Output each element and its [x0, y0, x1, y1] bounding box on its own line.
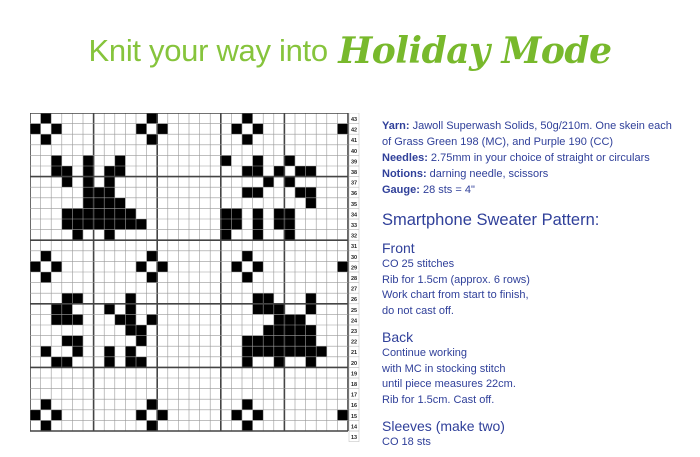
chart-stitch: [51, 124, 62, 135]
chart-stitch: [242, 357, 253, 368]
chart-stitch: [284, 208, 295, 219]
row-number: 29: [350, 265, 358, 272]
chart-stitch: [51, 357, 62, 368]
row-number: 43: [350, 116, 358, 123]
chart-stitch: [104, 346, 115, 357]
chart-grid: [30, 113, 362, 457]
chart-stitch: [337, 410, 348, 421]
chart-stitch: [231, 261, 242, 272]
chart-stitch: [316, 346, 327, 357]
chart-stitch: [284, 230, 295, 241]
chart-stitch: [253, 208, 264, 219]
chart-stitch: [284, 155, 295, 166]
back-heading: Back: [382, 329, 414, 345]
chart-stitch: [30, 410, 41, 421]
chart-stitch: [295, 187, 306, 198]
row-number: 30: [350, 254, 358, 261]
chart-stitch: [274, 219, 285, 230]
chart-stitch: [306, 166, 317, 177]
chart-stitch: [231, 410, 242, 421]
chart-stitch: [306, 187, 317, 198]
row-number: 36: [350, 191, 358, 198]
chart-stitch: [263, 304, 274, 315]
header-lead: Knit your way into: [88, 33, 328, 68]
chart-stitch: [104, 198, 115, 209]
chart-stitch: [104, 357, 115, 368]
row-number: 21: [350, 350, 358, 357]
chart-stitch: [115, 198, 126, 209]
chart-stitch: [147, 399, 158, 410]
chart-stitch: [253, 166, 264, 177]
sleeves-section: [382, 418, 682, 451]
chart-stitch: [41, 399, 52, 410]
row-number: 22: [350, 339, 358, 346]
chart-stitch: [83, 166, 94, 177]
chart-stitch: [115, 155, 126, 166]
chart-stitch: [136, 261, 147, 272]
chart-stitch: [104, 304, 115, 315]
chart-stitch: [104, 166, 115, 177]
yarn-text: Jawoll Superwash Solids, 50g/210m. One skein each of Grass Green 198 (MC), and Purple 190 (CC): [382, 120, 672, 148]
row-number: 20: [350, 360, 358, 367]
chart-stitch: [104, 230, 115, 241]
chart-stitch: [242, 346, 253, 357]
chart-stitch: [125, 293, 136, 304]
needles-label: Needles:: [382, 152, 428, 164]
chart-stitch: [284, 177, 295, 188]
chart-stitch: [62, 314, 73, 325]
chart-stitch: [253, 336, 264, 347]
chart-stitch: [295, 346, 306, 357]
header: [0, 30, 700, 72]
chart-stitch: [306, 198, 317, 209]
chart-stitch: [136, 124, 147, 135]
row-number: 41: [350, 138, 358, 145]
chart-stitch: [72, 219, 83, 230]
notions-line: [382, 166, 682, 182]
chart-stitch: [274, 208, 285, 219]
chart-stitch: [242, 272, 253, 283]
chart-stitch: [231, 124, 242, 135]
back-line: Rib for 1.5cm. Cast off.: [382, 393, 495, 406]
chart-stitch: [125, 208, 136, 219]
header-script-title: Holiday Mode: [338, 30, 612, 72]
chart-stitch: [242, 113, 253, 124]
back-section: [382, 329, 682, 408]
chart-stitch: [72, 230, 83, 241]
chart-stitch: [295, 336, 306, 347]
back-line: until piece measures 22cm.: [382, 378, 516, 390]
chart-stitch: [263, 325, 274, 336]
row-number: 35: [350, 201, 358, 208]
chart-stitch: [83, 219, 94, 230]
chart-stitch: [263, 336, 274, 347]
chart-stitch: [136, 336, 147, 347]
chart-stitch: [147, 251, 158, 262]
row-number: 13: [350, 434, 358, 441]
row-number: 34: [350, 212, 358, 219]
chart-stitch: [157, 261, 168, 272]
chart-stitch: [41, 346, 52, 357]
chart-stitch: [253, 346, 264, 357]
chart-stitch: [136, 410, 147, 421]
chart-stitch: [306, 304, 317, 315]
chart-stitch: [306, 357, 317, 368]
chart-stitch: [306, 336, 317, 347]
chart-stitch: [125, 346, 136, 357]
front-line: CO 25 stitches: [382, 258, 455, 270]
chart-stitch: [125, 314, 136, 325]
row-number: 23: [350, 328, 358, 335]
chart-stitch: [263, 177, 274, 188]
front-line: Work chart from start to finish,: [382, 289, 529, 301]
front-line: do not cast off.: [382, 304, 454, 317]
chart-stitch: [83, 187, 94, 198]
chart-stitch: [41, 272, 52, 283]
chart-stitch: [242, 166, 253, 177]
row-number: 40: [350, 148, 358, 155]
sleeves-heading: Sleeves (make two): [382, 418, 505, 434]
chart-stitch: [94, 208, 105, 219]
chart-stitch: [83, 155, 94, 166]
chart-stitch: [30, 124, 41, 135]
chart-stitch: [115, 166, 126, 177]
chart-stitch: [295, 325, 306, 336]
chart-stitch: [147, 420, 158, 431]
chart-stitch: [221, 230, 232, 241]
row-number: 18: [350, 381, 358, 388]
chart-stitch: [242, 420, 253, 431]
chart-stitch: [221, 155, 232, 166]
row-number: 16: [350, 403, 358, 410]
yarn-line: [382, 118, 682, 150]
chart-stitch: [72, 336, 83, 347]
chart-stitch: [274, 357, 285, 368]
chart-stitch: [62, 293, 73, 304]
chart-stitch: [104, 208, 115, 219]
chart-stitch: [242, 251, 253, 262]
gauge-text: 28 sts = 4": [419, 184, 475, 196]
chart-stitch: [253, 155, 264, 166]
chart-stitch: [284, 219, 295, 230]
chart-stitch: [253, 293, 264, 304]
chart-stitch: [41, 113, 52, 124]
chart-stitch: [125, 357, 136, 368]
chart-stitch: [41, 134, 52, 145]
chart-stitch: [253, 261, 264, 272]
chart-stitch: [115, 314, 126, 325]
notions-text: darning needle, scissors: [426, 168, 549, 180]
chart-stitch: [62, 219, 73, 230]
chart-stitch: [51, 304, 62, 315]
chart-stitch: [51, 261, 62, 272]
sleeves-line: CO 18 sts: [382, 436, 431, 448]
chart-stitch: [284, 314, 295, 325]
chart-stitch: [274, 346, 285, 357]
chart-stitch: [62, 166, 73, 177]
chart-stitch: [253, 187, 264, 198]
gauge-label: Gauge:: [382, 184, 420, 196]
chart-stitch: [115, 208, 126, 219]
chart-stitch: [263, 293, 274, 304]
chart-stitch: [51, 155, 62, 166]
chart-stitch: [157, 124, 168, 135]
row-number: 38: [350, 169, 358, 176]
chart-stitch: [253, 410, 264, 421]
row-number: 15: [350, 413, 358, 420]
chart-stitch: [242, 336, 253, 347]
row-number: 33: [350, 222, 358, 229]
chart-stitch: [104, 219, 115, 230]
chart-stitch: [136, 325, 147, 336]
chart-stitch: [306, 325, 317, 336]
chart-stitch: [295, 314, 306, 325]
row-number: 24: [350, 318, 358, 325]
materials-info: [382, 118, 682, 198]
chart-stitch: [253, 230, 264, 241]
chart-stitch: [62, 177, 73, 188]
yarn-label: Yarn:: [382, 120, 410, 132]
pattern-column: [382, 118, 682, 451]
chart-stitch: [94, 219, 105, 230]
chart-stitch: [104, 187, 115, 198]
back-line: with MC in stocking stitch: [382, 362, 506, 375]
chart-stitch: [295, 166, 306, 177]
row-number: 39: [350, 159, 358, 166]
chart-stitch: [125, 304, 136, 315]
chart-stitch: [231, 208, 242, 219]
gauge-line: [382, 182, 682, 198]
chart-stitch: [125, 219, 136, 230]
front-line: Rib for 1.5cm (approx. 6 rows): [382, 273, 530, 286]
needles-text: 2.75mm in your choice of straight or circulars: [427, 152, 650, 164]
chart-stitch: [242, 399, 253, 410]
chart-stitch: [72, 293, 83, 304]
chart-stitch: [62, 208, 73, 219]
chart-stitch: [94, 187, 105, 198]
chart-stitch: [136, 357, 147, 368]
chart-stitch: [136, 219, 147, 230]
chart-stitch: [274, 325, 285, 336]
pattern-title: Smartphone Sweater Pattern:: [382, 211, 600, 229]
chart-stitch: [274, 304, 285, 315]
chart-stitch: [306, 293, 317, 304]
row-number: 14: [350, 424, 358, 431]
row-number: 28: [350, 275, 358, 282]
chart-stitch: [242, 134, 253, 145]
chart-stitch: [83, 177, 94, 188]
chart-stitch: [147, 272, 158, 283]
row-number: 27: [350, 286, 358, 293]
chart-stitch: [157, 410, 168, 421]
chart-stitch: [62, 304, 73, 315]
chart-stitch: [284, 325, 295, 336]
chart-stitch: [62, 357, 73, 368]
row-number: 32: [350, 233, 358, 240]
chart-stitch: [253, 124, 264, 135]
chart-stitch: [253, 219, 264, 230]
row-number: 37: [350, 180, 358, 187]
row-number: 19: [350, 371, 358, 378]
chart-stitch: [242, 187, 253, 198]
chart-stitch: [41, 420, 52, 431]
chart-stitch: [72, 346, 83, 357]
row-number: 25: [350, 307, 358, 314]
chart-stitch: [51, 166, 62, 177]
needles-line: [382, 150, 682, 166]
chart-stitch: [147, 113, 158, 124]
chart-stitch: [51, 410, 62, 421]
row-number: 17: [350, 392, 358, 399]
row-number: 26: [350, 297, 358, 304]
knitting-chart: [30, 113, 362, 457]
chart-stitch: [274, 336, 285, 347]
chart-stitch: [41, 251, 52, 262]
chart-stitch: [284, 346, 295, 357]
chart-stitch: [125, 325, 136, 336]
chart-stitch: [274, 166, 285, 177]
chart-stitch: [72, 208, 83, 219]
chart-stitch: [94, 198, 105, 209]
chart-stitch: [72, 314, 83, 325]
row-number: 31: [350, 244, 358, 251]
chart-stitch: [147, 134, 158, 145]
notions-label: Notions:: [382, 168, 427, 180]
row-number: 42: [350, 127, 358, 134]
chart-stitch: [51, 314, 62, 325]
chart-stitch: [221, 208, 232, 219]
chart-stitch: [104, 177, 115, 188]
chart-stitch: [263, 346, 274, 357]
chart-stitch: [115, 219, 126, 230]
back-line: Continue working: [382, 347, 467, 359]
front-section: [382, 240, 682, 319]
chart-stitch: [253, 304, 264, 315]
chart-stitch: [337, 261, 348, 272]
front-heading: Front: [382, 240, 415, 256]
chart-stitch: [337, 124, 348, 135]
chart-stitch: [83, 198, 94, 209]
chart-stitch: [231, 219, 242, 230]
chart-stitch: [274, 314, 285, 325]
chart-stitch: [30, 261, 41, 272]
chart-stitch: [284, 336, 295, 347]
chart-stitch: [62, 336, 73, 347]
chart-stitch: [83, 208, 94, 219]
chart-stitch: [306, 346, 317, 357]
chart-stitch: [221, 219, 232, 230]
chart-stitch: [147, 314, 158, 325]
